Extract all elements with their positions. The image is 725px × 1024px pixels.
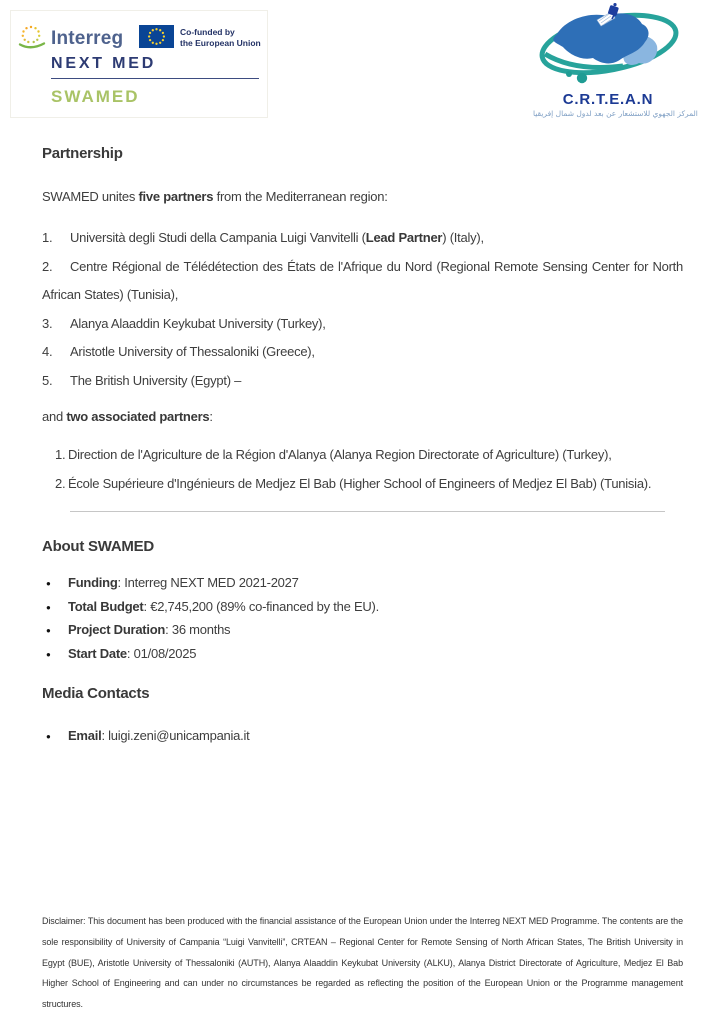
fact-value: : 36 months	[165, 622, 231, 638]
associated-partner-item-2	[42, 470, 683, 499]
associated-partners-list	[42, 441, 683, 498]
list-number: 1.	[42, 230, 53, 245]
fact-item-start-date	[42, 642, 683, 666]
fact-value: : Interreg NEXT MED 2021-2027	[117, 575, 299, 590]
eu-cofunded-text	[180, 27, 261, 48]
associated-partner-item-1	[42, 441, 683, 470]
section-separator-line	[70, 511, 665, 512]
partner-text: Università degli Studi della Campania Luigi Vanvitelli (	[70, 230, 366, 245]
associated-partners-intro	[42, 409, 683, 425]
interreg-sun-icon	[18, 23, 46, 53]
partner-text: Alanya Alaaddin Keykubat University (Turkey),	[70, 315, 326, 331]
partners-list	[42, 224, 683, 395]
interreg-wordmark: Interreg	[51, 28, 124, 49]
intro-text: SWAMED unites	[42, 189, 139, 204]
assoc-intro-text: :	[209, 409, 213, 424]
list-number: 1.	[55, 447, 66, 462]
about-heading: About SWAMED	[42, 538, 154, 555]
partner-text-bold: Lead Partner	[365, 230, 443, 245]
crtean-arabic-name: المركز الجهوي للاستشعار عن بعد لدول شمال إفريقيا	[533, 109, 698, 118]
eu-cofunded-line2: the European Union	[180, 37, 261, 48]
fact-label: Email	[68, 727, 102, 743]
crtean-acronym: C.R.T.E.A.N	[562, 91, 654, 108]
document-body	[42, 146, 683, 748]
partner-text: Aristotle University of Thessaloniki (Greece),	[70, 344, 315, 359]
assoc-intro-text-bold: two associated partners	[66, 409, 210, 424]
disclaimer-text: Disclaimer: This document has been produced with the financial assistance of the European Union under the Interreg NEXT MED Programme. The contents are the sole responsibility of University of Campania “Luigi Vanvitelli”, CRTEAN – Regional Center for Remote Sensing of North African States, The British University in Egypt (BUE), Aristotle University of Thessaloniki (AUTH), Alanya Alaaddin Keykubat University (ALKU), Alanya District Directorate of Agriculture, Medjez El Bab Higher School of Engineering and can under no circumstances be regarded as reflecting the position of the European Union or the Programme management structures.	[42, 916, 683, 1010]
fact-value: : €2,745,200 (89% co-financed by the EU).	[143, 598, 379, 614]
partnership-intro	[42, 189, 683, 205]
partner-item-1	[42, 224, 683, 253]
list-number: 3.	[42, 315, 53, 331]
partner-text: ) (Italy),	[442, 230, 484, 245]
media-contacts-list	[42, 724, 683, 748]
partner-item-3	[42, 310, 683, 339]
partner-text: The British University (Egypt) –	[70, 372, 242, 388]
list-number: 4.	[42, 344, 53, 359]
about-facts-list	[42, 571, 683, 666]
fact-item-total-budget	[42, 595, 683, 619]
list-number: 2.	[42, 258, 53, 274]
logo-divider-line	[51, 78, 259, 79]
project-name: SWAMED	[51, 87, 140, 106]
fact-value: : 01/08/2025	[126, 646, 197, 662]
partner-item-4	[42, 338, 683, 367]
email-value: : luigi.zeni@unicampania.it	[101, 727, 250, 743]
fact-item-funding	[42, 571, 683, 595]
eu-cofunded-line1: Co-funded by	[180, 27, 235, 37]
list-number: 5.	[42, 372, 53, 388]
fact-item-project-duration	[42, 618, 683, 642]
crtean-globe-icon	[535, 2, 681, 86]
partner-item-2	[42, 253, 683, 310]
crtean-logo	[533, 2, 698, 118]
media-contacts-heading: Media Contacts	[42, 684, 150, 702]
intro-text: from the Mediterranean region:	[213, 189, 388, 204]
associated-partner-text: École Supérieure d'Ingénieurs de Medjez El Bab (Higher School of Engineers of Medjez El Bab) (Tunisia).	[68, 475, 652, 491]
fact-label: Project Duration	[68, 622, 166, 638]
fact-label: Total Budget	[68, 598, 144, 614]
programme-name: NEXT MED	[51, 55, 157, 72]
partnership-heading: Partnership	[42, 145, 123, 162]
partner-text: Centre Régional de Télédétection des États de l'Afrique du Nord (Regional Remote Sensing Center for North African States) (Tunisia),	[42, 258, 683, 302]
partner-item-5	[42, 367, 683, 396]
eu-flag-icon	[139, 25, 174, 48]
interreg-nextmed-logo	[10, 10, 268, 118]
intro-text-bold: five partners	[138, 189, 214, 204]
fact-item-email	[42, 724, 683, 748]
fact-label: Funding	[68, 575, 118, 590]
assoc-intro-text: and	[42, 409, 67, 424]
associated-partner-text: Direction de l'Agriculture de la Région d'Alanya (Alanya Region Directorate of Agriculture) (Turkey),	[68, 447, 612, 462]
fact-label: Start Date	[68, 646, 127, 662]
list-number: 2.	[55, 475, 66, 491]
